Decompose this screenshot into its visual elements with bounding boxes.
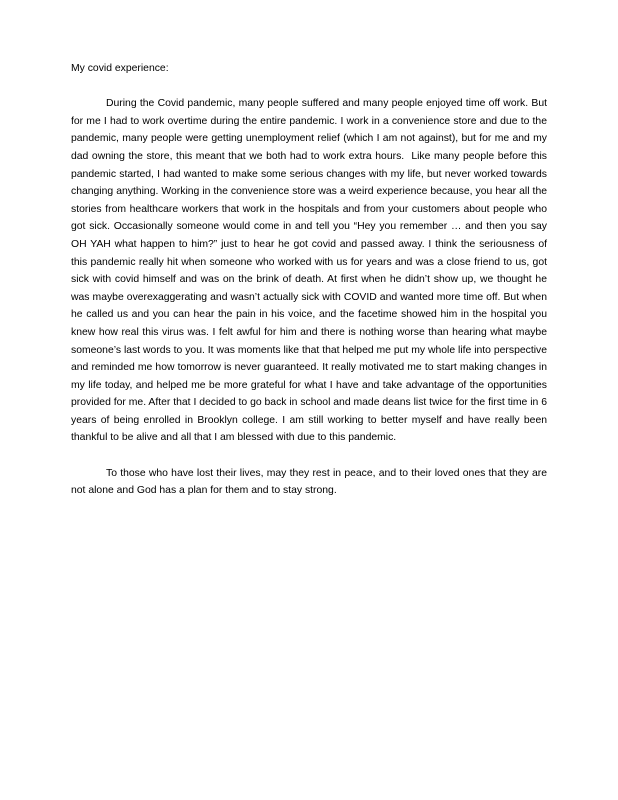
document-paragraph-2: To those who have lost their lives, may they rest in peace, and to their loved ones that they are not alone and God has a plan for them and to stay strong. bbox=[71, 467, 550, 497]
document-heading: My covid experience: bbox=[71, 63, 169, 74]
document-paragraph-1: During the Covid pandemic, many people suffered and many people enjoyed time off work. But for me I had to work overtime during the entire pandemic. I work in a convenience store and due to the pandemic, many people were getting unemployment relief (which I am not against), but for me and my dad owning the store, this meant that we both had to work extra hours. Like many people before this pandemic started, I had wanted to make some serious changes with my life, but never worked towards changing anything. Working in the convenience store was a weird experience because, you hear all the stories from healthcare workers that work in the hospitals and from your customers about people who got sick. Occasionally someone would come in and tell you “Hey you remember … and then you say OH YAH what happen to him?” just to hear he got covid and passed away. I think the seriousness of this pandemic really hit when someone who worked with us for years and was a close friend to us, got sick with covid himself and was on the brink of death. At first when he didn’t show up, we thought he was maybe overexaggerating and wasn’t actually sick with COVID and wanted more time off. But when he called us and you can hear the pain in his voice, and the facetime showed him in the hospital you knew how real this virus was. I felt awful for him and there is nothing worse than hearing what maybe someone’s last words to you. It was moments like that that helped me put my whole life into perspective and reminded me how tomorrow is never guaranteed. It really motivated me to start making changes in my life today, and helped me be more grateful for what I have and take advantage of the opportunities provided for me. After that I decided to go back in school and made deans list twice for the first time in 6 years of being enrolled in Brooklyn college. I am still working to better myself and have really been thankful to be alive and all that I am blessed with due to this pandemic. bbox=[71, 98, 550, 444]
document-body bbox=[71, 60, 550, 500]
paragraph-spacer bbox=[71, 447, 547, 465]
